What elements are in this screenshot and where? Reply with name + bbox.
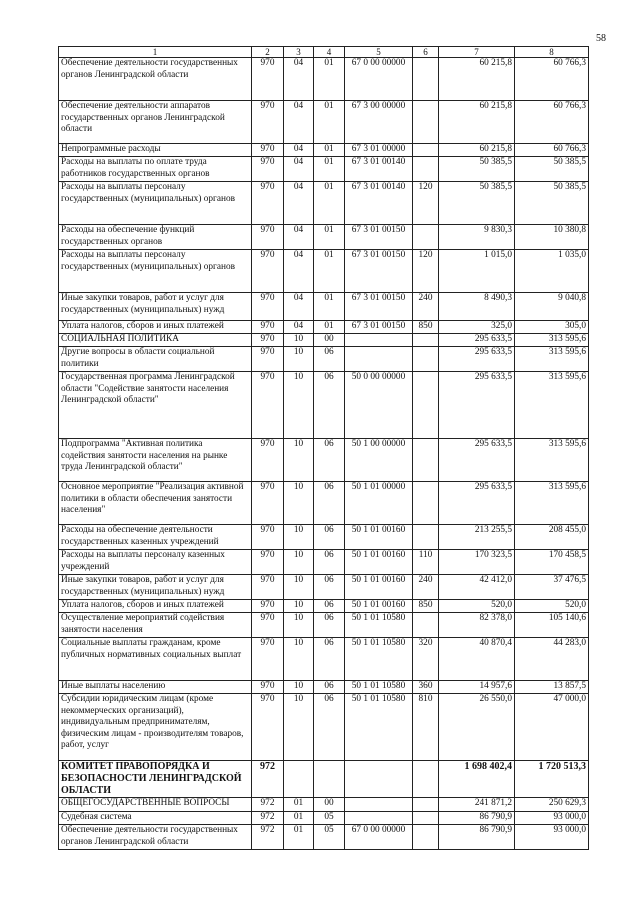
row-code-section: 10 xyxy=(284,347,314,372)
row-name: Иные выплаты населению xyxy=(59,681,252,694)
page-number: 58 xyxy=(596,33,606,44)
table-row xyxy=(59,638,589,681)
row-code-admin: 970 xyxy=(252,347,284,372)
table-row xyxy=(59,761,589,798)
row-amount-year1: 1 698 402,4 xyxy=(439,761,515,798)
row-code-target xyxy=(345,761,413,798)
row-code-expense-type: 240 xyxy=(413,293,439,321)
row-code-section: 01 xyxy=(284,812,314,825)
row-code-target: 67 3 01 00140 xyxy=(345,157,413,182)
row-code-subsection: 05 xyxy=(314,825,345,850)
row-code-subsection: 01 xyxy=(314,101,345,144)
row-amount-year2: 208 455,0 xyxy=(515,525,589,550)
row-amount-year2: 10 380,8 xyxy=(515,225,589,250)
table-row xyxy=(59,250,589,293)
row-name: Уплата налогов, сборов и иных платежей xyxy=(59,321,252,334)
row-code-expense-type: 110 xyxy=(413,550,439,575)
row-code-expense-type xyxy=(413,439,439,482)
row-code-target: 50 1 01 10580 xyxy=(345,613,413,638)
table-row xyxy=(59,101,589,144)
table-row xyxy=(59,681,589,694)
row-code-target: 50 1 01 00160 xyxy=(345,525,413,550)
row-code-section: 01 xyxy=(284,825,314,850)
row-code-section: 04 xyxy=(284,293,314,321)
row-code-admin: 970 xyxy=(252,681,284,694)
row-code-subsection: 01 xyxy=(314,58,345,101)
row-code-section: 04 xyxy=(284,321,314,334)
row-code-target: 50 1 01 00160 xyxy=(345,550,413,575)
row-code-target xyxy=(345,334,413,347)
row-code-admin: 972 xyxy=(252,798,284,812)
row-amount-year2: 1 035,0 xyxy=(515,250,589,293)
row-code-expense-type: 320 xyxy=(413,638,439,681)
row-amount-year2: 60 766,3 xyxy=(515,58,589,101)
row-code-section: 04 xyxy=(284,157,314,182)
column-header: 6 xyxy=(413,47,439,58)
row-code-target: 67 3 01 00140 xyxy=(345,182,413,225)
row-code-section: 10 xyxy=(284,482,314,525)
row-code-expense-type: 850 xyxy=(413,600,439,613)
row-code-admin: 970 xyxy=(252,250,284,293)
row-code-section: 10 xyxy=(284,613,314,638)
row-amount-year2: 60 766,3 xyxy=(515,101,589,144)
row-code-subsection: 06 xyxy=(314,600,345,613)
row-code-admin: 972 xyxy=(252,825,284,850)
table-row xyxy=(59,157,589,182)
row-code-expense-type: 240 xyxy=(413,575,439,600)
row-amount-year1: 86 790,9 xyxy=(439,825,515,850)
row-name: Обеспечение деятельности государственных органов Ленинградской области xyxy=(59,825,252,850)
row-code-admin: 970 xyxy=(252,439,284,482)
row-code-target: 50 1 01 00160 xyxy=(345,600,413,613)
row-code-expense-type xyxy=(413,58,439,101)
row-amount-year1: 50 385,5 xyxy=(439,182,515,225)
column-header: 1 xyxy=(59,47,252,58)
row-code-section: 10 xyxy=(284,600,314,613)
row-amount-year2: 50 385,5 xyxy=(515,157,589,182)
row-code-expense-type xyxy=(413,372,439,439)
row-code-subsection: 00 xyxy=(314,334,345,347)
row-code-target: 50 0 00 00000 xyxy=(345,372,413,439)
row-amount-year1: 14 957,6 xyxy=(439,681,515,694)
row-code-subsection: 06 xyxy=(314,372,345,439)
table-row xyxy=(59,575,589,600)
row-code-section: 04 xyxy=(284,182,314,225)
row-name: Расходы на выплаты персоналу казенных учреждений xyxy=(59,550,252,575)
row-code-section: 10 xyxy=(284,372,314,439)
row-amount-year2: 250 629,3 xyxy=(515,798,589,812)
row-code-expense-type xyxy=(413,101,439,144)
column-header: 4 xyxy=(314,47,345,58)
table-row xyxy=(59,812,589,825)
row-amount-year2: 44 283,0 xyxy=(515,638,589,681)
row-code-expense-type xyxy=(413,812,439,825)
row-name: Основное мероприятие "Реализация активной политики в области обеспечения занятости населения" xyxy=(59,482,252,525)
row-code-admin: 970 xyxy=(252,638,284,681)
row-code-section: 04 xyxy=(284,250,314,293)
row-code-section: 10 xyxy=(284,694,314,761)
row-amount-year1: 40 870,4 xyxy=(439,638,515,681)
row-name: Государственная программа Ленинградской области "Содействие занятости населения Ленинградской области" xyxy=(59,372,252,439)
row-amount-year1: 295 633,5 xyxy=(439,439,515,482)
row-amount-year2: 13 857,5 xyxy=(515,681,589,694)
row-code-expense-type xyxy=(413,482,439,525)
row-amount-year2: 313 595,6 xyxy=(515,482,589,525)
table-row xyxy=(59,600,589,613)
budget-table xyxy=(58,46,589,850)
row-amount-year2: 9 040,8 xyxy=(515,293,589,321)
row-code-admin: 972 xyxy=(252,812,284,825)
row-amount-year1: 86 790,9 xyxy=(439,812,515,825)
row-amount-year2: 313 595,6 xyxy=(515,347,589,372)
row-code-subsection: 06 xyxy=(314,575,345,600)
row-code-subsection: 01 xyxy=(314,144,345,157)
row-amount-year2: 170 458,5 xyxy=(515,550,589,575)
row-code-subsection: 01 xyxy=(314,225,345,250)
table-row xyxy=(59,482,589,525)
row-name: Другие вопросы в области социальной политики xyxy=(59,347,252,372)
row-amount-year1: 170 323,5 xyxy=(439,550,515,575)
row-code-expense-type: 120 xyxy=(413,182,439,225)
row-name: ОБЩЕГОСУДАРСТВЕННЫЕ ВОПРОСЫ xyxy=(59,798,252,812)
row-amount-year1: 82 378,0 xyxy=(439,613,515,638)
row-amount-year1: 295 633,5 xyxy=(439,482,515,525)
row-code-subsection xyxy=(314,761,345,798)
row-code-subsection: 01 xyxy=(314,321,345,334)
row-code-target: 50 1 01 10580 xyxy=(345,638,413,681)
table-row xyxy=(59,372,589,439)
row-amount-year2: 313 595,6 xyxy=(515,372,589,439)
table-row xyxy=(59,439,589,482)
row-code-admin: 970 xyxy=(252,144,284,157)
row-code-target: 67 3 00 00000 xyxy=(345,101,413,144)
row-code-expense-type xyxy=(413,144,439,157)
table-row xyxy=(59,293,589,321)
row-code-subsection: 01 xyxy=(314,293,345,321)
row-code-section xyxy=(284,761,314,798)
row-code-subsection: 00 xyxy=(314,798,345,812)
table-row xyxy=(59,144,589,157)
table-row xyxy=(59,694,589,761)
row-amount-year2: 60 766,3 xyxy=(515,144,589,157)
column-header: 7 xyxy=(439,47,515,58)
table-row xyxy=(59,798,589,812)
row-amount-year2: 1 720 513,3 xyxy=(515,761,589,798)
row-name: Уплата налогов, сборов и иных платежей xyxy=(59,600,252,613)
column-header: 3 xyxy=(284,47,314,58)
row-amount-year1: 50 385,5 xyxy=(439,157,515,182)
row-amount-year2: 37 476,5 xyxy=(515,575,589,600)
row-code-subsection: 06 xyxy=(314,439,345,482)
row-name: Судебная система xyxy=(59,812,252,825)
row-name: Расходы на обеспечение деятельности государственных казенных учреждений xyxy=(59,525,252,550)
row-code-admin: 970 xyxy=(252,225,284,250)
row-code-target: 50 1 01 00160 xyxy=(345,575,413,600)
table-row xyxy=(59,347,589,372)
row-code-target: 67 3 01 00150 xyxy=(345,321,413,334)
row-code-section: 04 xyxy=(284,225,314,250)
column-header: 8 xyxy=(515,47,589,58)
row-code-expense-type: 850 xyxy=(413,321,439,334)
row-amount-year2: 520,0 xyxy=(515,600,589,613)
row-name: Расходы на выплаты по оплате труда работников государственных органов xyxy=(59,157,252,182)
row-amount-year1: 520,0 xyxy=(439,600,515,613)
row-code-admin: 970 xyxy=(252,334,284,347)
row-code-admin: 970 xyxy=(252,482,284,525)
row-code-admin: 970 xyxy=(252,550,284,575)
row-code-admin: 970 xyxy=(252,600,284,613)
row-amount-year2: 305,0 xyxy=(515,321,589,334)
row-amount-year2: 313 595,6 xyxy=(515,334,589,347)
row-name: Расходы на выплаты персоналу государственных (муниципальных) органов xyxy=(59,250,252,293)
row-name: Расходы на выплаты персоналу государственных (муниципальных) органов xyxy=(59,182,252,225)
table-row xyxy=(59,334,589,347)
row-code-section: 10 xyxy=(284,334,314,347)
row-code-subsection: 06 xyxy=(314,681,345,694)
row-code-admin: 970 xyxy=(252,372,284,439)
row-amount-year1: 295 633,5 xyxy=(439,347,515,372)
row-amount-year1: 295 633,5 xyxy=(439,334,515,347)
table-row xyxy=(59,550,589,575)
row-code-section: 04 xyxy=(284,144,314,157)
row-amount-year1: 213 255,5 xyxy=(439,525,515,550)
row-code-subsection: 01 xyxy=(314,250,345,293)
row-code-expense-type xyxy=(413,761,439,798)
row-amount-year2: 50 385,5 xyxy=(515,182,589,225)
row-code-admin: 970 xyxy=(252,575,284,600)
row-code-admin: 970 xyxy=(252,101,284,144)
table-row xyxy=(59,525,589,550)
row-code-admin: 970 xyxy=(252,321,284,334)
row-name: Социальные выплаты гражданам, кроме публичных нормативных социальных выплат xyxy=(59,638,252,681)
row-code-target: 67 3 01 00150 xyxy=(345,250,413,293)
row-code-subsection: 05 xyxy=(314,812,345,825)
row-name: Осуществление мероприятий содействия занятости населения xyxy=(59,613,252,638)
row-code-admin: 970 xyxy=(252,293,284,321)
row-code-subsection: 06 xyxy=(314,347,345,372)
row-amount-year2: 93 000,0 xyxy=(515,812,589,825)
row-code-expense-type xyxy=(413,798,439,812)
row-code-section: 04 xyxy=(284,101,314,144)
row-name: Иные закупки товаров, работ и услуг для государственных (муниципальных) нужд xyxy=(59,575,252,600)
row-code-target xyxy=(345,798,413,812)
row-code-expense-type: 120 xyxy=(413,250,439,293)
row-code-target: 67 3 01 00000 xyxy=(345,144,413,157)
row-code-admin: 970 xyxy=(252,157,284,182)
row-code-subsection: 06 xyxy=(314,638,345,681)
row-code-expense-type xyxy=(413,825,439,850)
row-amount-year1: 1 015,0 xyxy=(439,250,515,293)
row-code-subsection: 06 xyxy=(314,694,345,761)
row-name: КОМИТЕТ ПРАВОПОРЯДКА И БЕЗОПАСНОСТИ ЛЕНИНГРАДСКОЙ ОБЛАСТИ xyxy=(59,761,252,798)
row-name: Субсидии юридическим лицам (кроме некоммерческих организаций), индивидуальным предпринимателям, физическим лицам - производителям товаров, работ, услуг xyxy=(59,694,252,761)
row-code-target: 67 0 00 00000 xyxy=(345,825,413,850)
row-amount-year1: 60 215,8 xyxy=(439,144,515,157)
row-amount-year1: 8 490,3 xyxy=(439,293,515,321)
row-amount-year1: 9 830,3 xyxy=(439,225,515,250)
row-name: СОЦИАЛЬНАЯ ПОЛИТИКА xyxy=(59,334,252,347)
table-row xyxy=(59,182,589,225)
row-code-target: 50 1 01 10580 xyxy=(345,694,413,761)
row-amount-year1: 325,0 xyxy=(439,321,515,334)
table-row xyxy=(59,225,589,250)
row-code-expense-type: 810 xyxy=(413,694,439,761)
row-code-section: 10 xyxy=(284,550,314,575)
table-row xyxy=(59,613,589,638)
row-code-subsection: 06 xyxy=(314,613,345,638)
row-amount-year1: 241 871,2 xyxy=(439,798,515,812)
row-code-section: 10 xyxy=(284,681,314,694)
row-code-subsection: 06 xyxy=(314,525,345,550)
row-code-admin: 970 xyxy=(252,613,284,638)
row-code-expense-type xyxy=(413,347,439,372)
table-row xyxy=(59,321,589,334)
row-name: Иные закупки товаров, работ и услуг для государственных (муниципальных) нужд xyxy=(59,293,252,321)
row-code-expense-type xyxy=(413,225,439,250)
row-code-target: 67 0 00 00000 xyxy=(345,58,413,101)
row-code-target xyxy=(345,347,413,372)
row-code-expense-type xyxy=(413,334,439,347)
row-code-subsection: 06 xyxy=(314,550,345,575)
row-amount-year1: 60 215,8 xyxy=(439,101,515,144)
row-code-subsection: 01 xyxy=(314,157,345,182)
row-code-expense-type xyxy=(413,525,439,550)
row-code-admin: 972 xyxy=(252,761,284,798)
row-code-admin: 970 xyxy=(252,58,284,101)
table-row xyxy=(59,58,589,101)
row-code-target: 50 1 01 00000 xyxy=(345,482,413,525)
row-code-admin: 970 xyxy=(252,182,284,225)
row-name: Расходы на обеспечение функций государственных органов xyxy=(59,225,252,250)
row-code-admin: 970 xyxy=(252,694,284,761)
row-amount-year1: 295 633,5 xyxy=(439,372,515,439)
row-amount-year1: 60 215,8 xyxy=(439,58,515,101)
row-amount-year2: 105 140,6 xyxy=(515,613,589,638)
row-amount-year2: 47 000,0 xyxy=(515,694,589,761)
row-code-subsection: 01 xyxy=(314,182,345,225)
row-name: Непрограммные расходы xyxy=(59,144,252,157)
row-code-section: 01 xyxy=(284,798,314,812)
column-number-row xyxy=(59,47,589,58)
row-name: Подпрограмма "Активная политика содействия занятости населения на рынке труда Ленинградской области" xyxy=(59,439,252,482)
row-code-expense-type xyxy=(413,157,439,182)
row-code-expense-type: 360 xyxy=(413,681,439,694)
row-code-target: 67 3 01 00150 xyxy=(345,225,413,250)
row-code-section: 10 xyxy=(284,525,314,550)
row-name: Обеспечение деятельности аппаратов государственных органов Ленинградской области xyxy=(59,101,252,144)
column-header: 2 xyxy=(252,47,284,58)
row-code-target xyxy=(345,812,413,825)
row-code-admin: 970 xyxy=(252,525,284,550)
column-header: 5 xyxy=(345,47,413,58)
row-code-section: 04 xyxy=(284,58,314,101)
row-code-target: 50 1 00 00000 xyxy=(345,439,413,482)
row-code-section: 10 xyxy=(284,638,314,681)
row-name: Обеспечение деятельности государственных органов Ленинградской области xyxy=(59,58,252,101)
row-amount-year1: 26 550,0 xyxy=(439,694,515,761)
row-amount-year2: 313 595,6 xyxy=(515,439,589,482)
row-amount-year1: 42 412,0 xyxy=(439,575,515,600)
row-code-target: 50 1 01 10580 xyxy=(345,681,413,694)
row-code-section: 10 xyxy=(284,439,314,482)
row-code-expense-type xyxy=(413,613,439,638)
row-code-target: 67 3 01 00150 xyxy=(345,293,413,321)
row-code-subsection: 06 xyxy=(314,482,345,525)
table-row xyxy=(59,825,589,850)
row-code-section: 10 xyxy=(284,575,314,600)
row-amount-year2: 93 000,0 xyxy=(515,825,589,850)
